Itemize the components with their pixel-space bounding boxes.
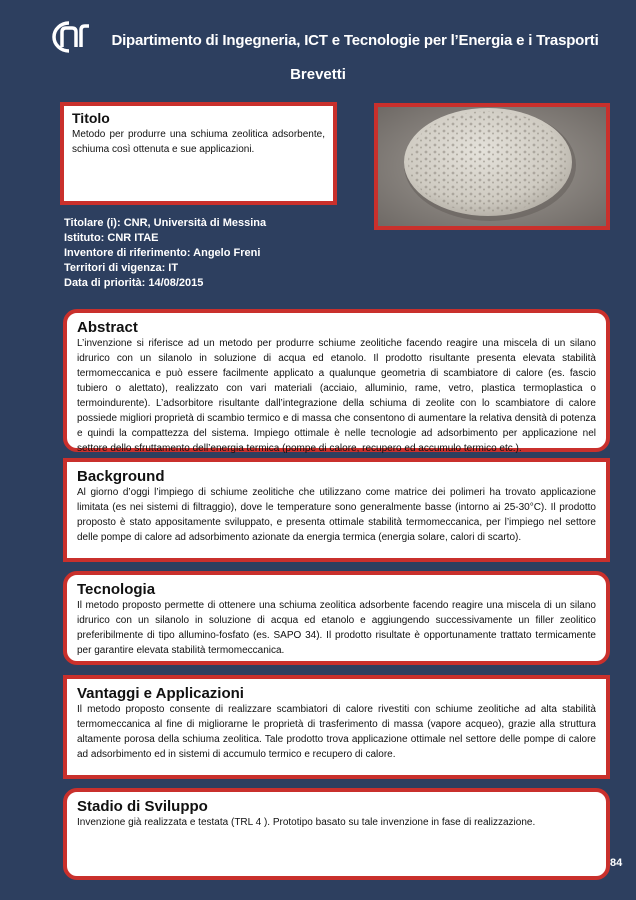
- titolare-line: Titolare (i): CNR, Università di Messina: [64, 217, 267, 229]
- titolo-heading: Titolo: [72, 110, 110, 126]
- cnr-logo-icon: [49, 20, 91, 54]
- vantaggi-text: Il metodo proposto consente di realizzare scambiatori di calore rivestiti con schiume zeolitiche ad alta stabilità termomeccanica al fine di migliorarne le proprietà di trasferimento di massa (vapore acqueo), grazie alla struttura altamente porosa della schiuma zeolitica. Tale prodotto trova applicazione ottimale nel settore delle pompe di calore ad adsorbimento ed in sistemi di accumulo termico e recupero di calore.: [77, 704, 596, 760]
- stadio-box: [63, 788, 610, 880]
- stadio-heading: Stadio di Sviluppo: [77, 798, 208, 815]
- background-heading: Background: [77, 468, 165, 485]
- stadio-text: Invenzione già realizzata e testata (TRL 4 ). Prototipo basato su tale invenzione in fase di realizzazione.: [77, 817, 536, 828]
- tecnologia-heading: Tecnologia: [77, 581, 156, 598]
- abstract-text: L’invenzione si riferisce ad un metodo per produrre schiume zeolitiche facendo reagire una miscela di un silano idrurico con un silanolo in soluzione di acqua ed etanolo. Il prodotto risultante presenta elevata stabilità termomeccanica e può essere facilmente applicato a qualunque geometria di scambiatore di calore (es. fascio tubiero o alettato), realizzato con vari materiali (acciaio, alluminio, rame, vetro, plastica termoplastica o termoindurente). L’adsorbitore risultante dall’integrazione della schiuma di zeolite con lo scambiatore di calore possiede migliori proprietà di scambio termico e di massa che consentono di aumentare la relativa densità di potenza e quindi la compattezza del sistema. Impiego ottimale è nelle tecnologie ad adsorbimento per applicazione nel settore dello sfruttamento dell’energia termica (pompe di calore, recupero ed accumulo termico etc.).: [77, 338, 596, 454]
- vantaggi-heading: Vantaggi e Applicazioni: [77, 685, 244, 702]
- titolo-box: [60, 102, 337, 205]
- data-priorita-line: Data di priorità: 14/08/2015: [64, 277, 204, 289]
- background-text: Al giorno d’oggi l’impiego di schiume zeolitiche che utilizzano come matrice dei polimeri ha trovato applicazione limitata (es nei sistemi di filtraggio), dove le temperature sono generalmente basse (intorno ai 25-30°C). Il prodotto proposto è stato appositamente sviluppato, e presenta ottimale stabilità termomeccanica, per l’impiego nel settore delle pompe di calore ad adsorbimento azionate da energia termica (energia solare, calori di scarto).: [77, 487, 596, 543]
- titolo-text: Metodo per produrre una schiuma zeolitica adsorbente, schiuma così ottenuta e sue applicazioni.: [72, 129, 325, 155]
- department-title: Dipartimento di Ingegneria, ICT e Tecnologie per l’Energia e i Trasporti: [111, 32, 599, 49]
- territori-line: Territori di vigenza: IT: [64, 262, 179, 274]
- istituto-line: Istituto: CNR ITAE: [64, 232, 159, 244]
- abstract-heading: Abstract: [77, 319, 138, 336]
- zeolite-foam-disc-image: [378, 107, 606, 226]
- vantaggi-box: [63, 675, 610, 779]
- zeolite-foam-photo: [374, 103, 610, 230]
- abstract-box: [63, 309, 610, 452]
- background-box: [63, 458, 610, 562]
- tecnologia-box: [63, 571, 610, 665]
- tecnologia-text: Il metodo proposto permette di ottenere una schiuma zeolitica adsorbente facendo reagire una miscela di un silano idrurico con un silanolo in soluzione di acqua ed etanolo e aggiungendo successivamente un filler zeolitico preferibilmente di tipo allumino-fosfato (es. SAPO 34). Il prodotto risultate è opportunamente trattato termicamente per garantire elevata stabilità termomeccanica.: [77, 600, 596, 656]
- inventore-line: Inventore di riferimento: Angelo Freni: [64, 247, 261, 259]
- page-number: 84: [610, 857, 623, 869]
- page-subtitle: Brevetti: [290, 66, 346, 83]
- patent-meta: [64, 216, 266, 291]
